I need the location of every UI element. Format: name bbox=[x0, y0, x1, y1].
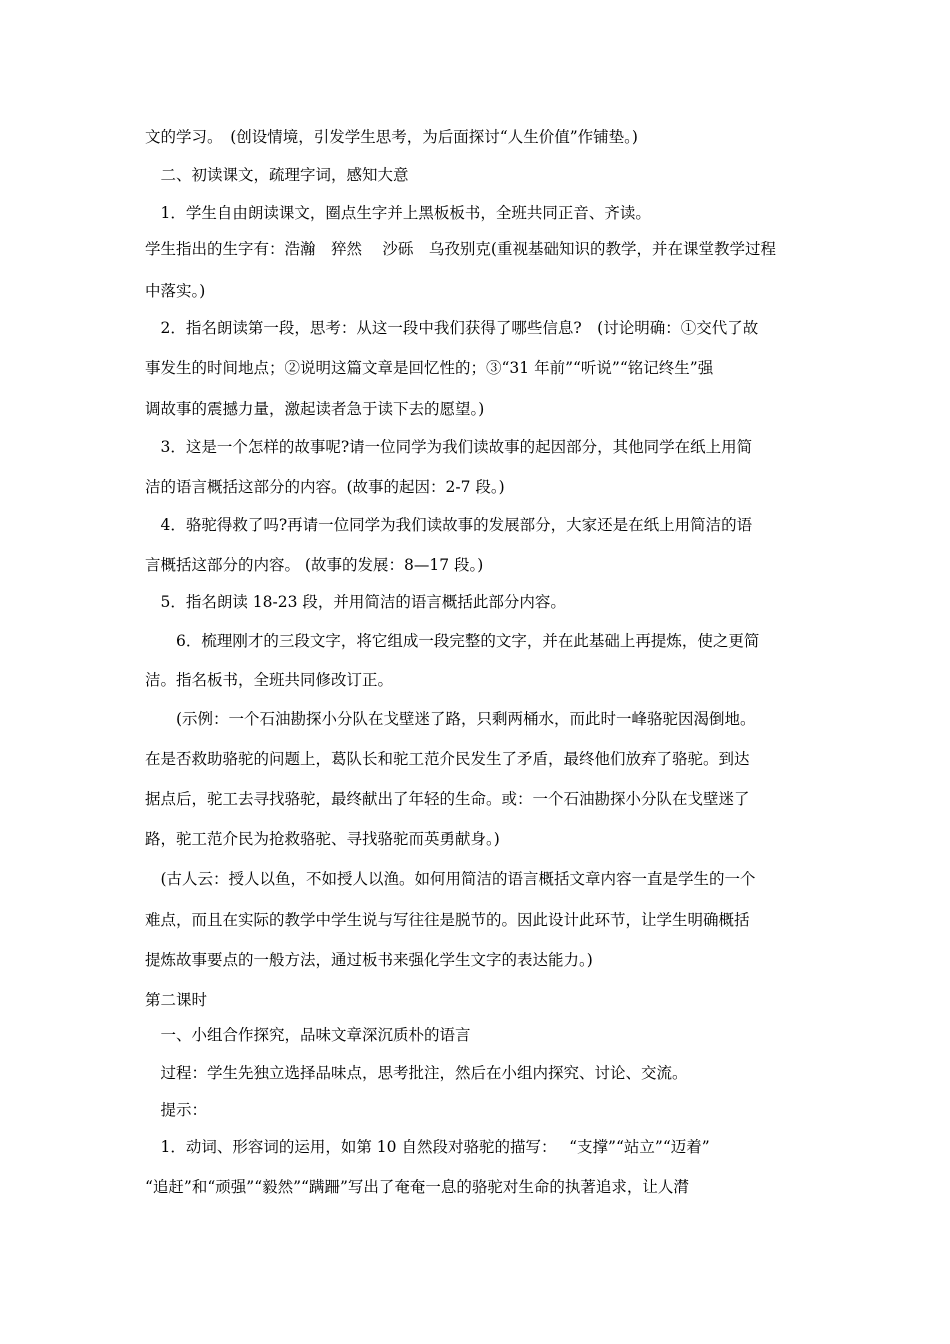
section-heading: 一、小组合作探究，品味文章深沉质朴的语言 bbox=[145, 1026, 471, 1044]
text-line: 6．梳理刚才的三段文字，将它组成一段完整的文字，并在此基础上再提炼，使之更简 bbox=[145, 632, 760, 650]
text-line: (古人云：授人以鱼，不如授人以渔。如何用简洁的语言概括文章内容一直是学生的一个 bbox=[145, 870, 756, 888]
text-line: 2．指名朗读第一段，思考：从这一段中我们获得了哪些信息? (讨论明确：①交代了故 bbox=[145, 319, 759, 337]
text-line: 调故事的震撼力量，激起读者急于读下去的愿望。) bbox=[145, 400, 485, 418]
text-line: 事发生的时间地点；②说明这篇文章是回忆性的；③“31 年前”“听说”“铭记终生”强 bbox=[145, 359, 714, 377]
text-line: 提示： bbox=[145, 1101, 208, 1119]
text-line: 文的学习。 (创设情境，引发学生思考，为后面探讨“人生价值”作铺垫。) bbox=[145, 128, 638, 146]
text-line: “追赶”和“顽强”“毅然”“蹒跚”写出了奄奄一息的骆驼对生命的执著追求，让人潸 bbox=[145, 1178, 689, 1196]
text-line: 过程：学生先独立选择品味点，思考批注，然后在小组内探究、讨论、交流。 bbox=[145, 1064, 688, 1082]
text-line: 5．指名朗读 18-23 段，并用简洁的语言概括此部分内容。 bbox=[145, 593, 566, 611]
text-line: 中落实。) bbox=[145, 282, 206, 300]
text-line: 在是否救助骆驼的问题上，葛队长和驼工范介民发生了矛盾，最终他们放弃了骆驼。到达 bbox=[145, 750, 750, 768]
text-line: 言概括这部分的内容。 (故事的发展：8—17 段。) bbox=[145, 556, 484, 574]
text-line: 4．骆驼得救了吗?再请一位同学为我们读故事的发展部分，大家还是在纸上用简洁的语 bbox=[145, 516, 753, 534]
text-line: 提炼故事要点的一般方法，通过板书来强化学生文字的表达能力。) bbox=[145, 951, 593, 969]
section-heading: 二、初读课文，疏理字词，感知大意 bbox=[145, 166, 409, 184]
text-line: 据点后，驼工去寻找骆驼，最终献出了年轻的生命。或：一个石油勘探小分队在戈壁迷了 bbox=[145, 790, 750, 808]
text-line: 路，驼工范介民为抢救骆驼、寻找骆驼而英勇献身。) bbox=[145, 830, 500, 848]
text-line: 洁。指名板书，全班共同修改订正。 bbox=[145, 671, 394, 689]
text-line: (示例：一个石油勘探小分队在戈壁迷了路，只剩两桶水，而此时一峰骆驼因渴倒地。 bbox=[145, 710, 756, 728]
text-line: 3．这是一个怎样的故事呢?请一位同学为我们读故事的起因部分，其他同学在纸上用简 bbox=[145, 438, 753, 456]
text-line: 1．动词、形容词的运用，如第 10 自然段对骆驼的描写： “支撑”“站立”“迈着” bbox=[145, 1138, 710, 1156]
lesson-heading: 第二课时 bbox=[145, 991, 208, 1009]
text-line: 洁的语言概括这部分的内容。(故事的起因：2-7 段。) bbox=[145, 478, 505, 496]
text-line: 1．学生自由朗读课文，圈点生字并上黑板板书，全班共同正音、齐读。 bbox=[145, 204, 651, 222]
text-line: 难点，而且在实际的教学中学生说与写往往是脱节的。因此设计此环节，让学生明确概括 bbox=[145, 911, 750, 929]
text-line: 学生指出的生字有：浩瀚 猝然 沙砾 乌孜别克(重视基础知识的教学，并在课堂教学过程 bbox=[145, 240, 776, 258]
